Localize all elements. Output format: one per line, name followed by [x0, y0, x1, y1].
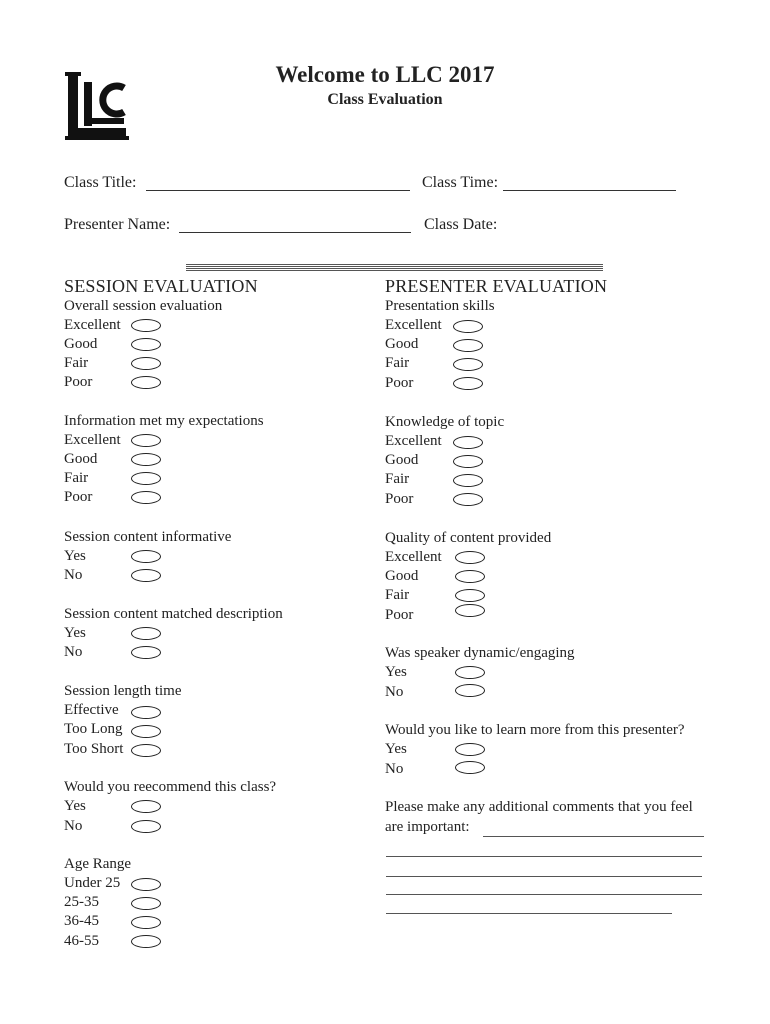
radio-oval[interactable] — [131, 646, 161, 659]
comment-line[interactable] — [386, 876, 702, 877]
radio-oval[interactable] — [455, 743, 485, 756]
radio-oval[interactable] — [453, 377, 483, 390]
option-label: Too Long — [64, 721, 123, 737]
question-label: Session content informative — [64, 529, 232, 545]
class-title-label: Class Title: — [64, 174, 137, 191]
option-label: Good — [385, 452, 419, 468]
option-label: Fair — [385, 355, 410, 371]
radio-oval[interactable] — [131, 744, 161, 757]
question-label: Would you like to learn more from this presenter? — [385, 722, 685, 738]
page-title: Welcome to LLC 2017 — [275, 62, 495, 87]
radio-oval[interactable] — [131, 319, 161, 332]
radio-oval[interactable] — [453, 339, 483, 352]
option-label: 36-45 — [64, 913, 99, 929]
option-label: No — [64, 567, 83, 583]
option-label: Too Short — [64, 741, 124, 757]
comment-line[interactable] — [483, 836, 704, 837]
class-time-field[interactable] — [503, 190, 676, 191]
option-label: Excellent — [64, 432, 121, 448]
option-label: Yes — [64, 625, 86, 641]
option-label: Good — [385, 568, 419, 584]
session-evaluation-heading: SESSION EVALUATION — [64, 276, 258, 296]
option-label: Fair — [64, 355, 89, 371]
question-label: Quality of content provided — [385, 530, 552, 546]
option-label: Under 25 — [64, 875, 121, 891]
radio-oval[interactable] — [131, 820, 161, 833]
radio-oval[interactable] — [131, 706, 161, 719]
option-label: Fair — [64, 470, 89, 486]
class-title-field[interactable] — [146, 190, 410, 191]
class-date-label: Class Date: — [424, 216, 498, 233]
radio-oval[interactable] — [455, 761, 485, 774]
radio-oval[interactable] — [131, 434, 161, 447]
radio-oval[interactable] — [131, 491, 161, 504]
radio-oval[interactable] — [453, 455, 483, 468]
option-label: Effective — [64, 702, 119, 718]
presenter-name-field[interactable] — [179, 232, 411, 233]
radio-oval[interactable] — [455, 589, 485, 602]
radio-oval[interactable] — [131, 800, 161, 813]
radio-oval[interactable] — [455, 570, 485, 583]
radio-oval[interactable] — [131, 725, 161, 738]
radio-oval[interactable] — [131, 878, 161, 891]
question-label: Overall session evaluation — [64, 298, 223, 314]
option-label: Excellent — [385, 317, 442, 333]
option-label: Good — [64, 336, 98, 352]
radio-oval[interactable] — [131, 627, 161, 640]
page-subtitle: Class Evaluation — [327, 91, 443, 108]
option-label: Yes — [64, 798, 86, 814]
radio-oval[interactable] — [453, 493, 483, 506]
option-label: Poor — [385, 607, 414, 623]
option-label: Poor — [64, 374, 93, 390]
radio-oval[interactable] — [455, 684, 485, 697]
question-label: Would you reecommend this class? — [64, 779, 277, 795]
radio-oval[interactable] — [131, 472, 161, 485]
option-label: No — [385, 684, 404, 700]
question-label: Age Range — [64, 856, 132, 872]
comment-line[interactable] — [386, 894, 702, 895]
option-label: Excellent — [385, 549, 442, 565]
radio-oval[interactable] — [131, 897, 161, 910]
option-label: 25-35 — [64, 894, 99, 910]
section-divider — [186, 264, 603, 271]
option-label: Fair — [385, 587, 410, 603]
comments-prompt-continued: are important: — [385, 819, 470, 835]
radio-oval[interactable] — [131, 569, 161, 582]
radio-oval[interactable] — [131, 357, 161, 370]
radio-oval[interactable] — [131, 376, 161, 389]
option-label: Poor — [64, 489, 93, 505]
radio-oval[interactable] — [131, 453, 161, 466]
class-time-label: Class Time: — [422, 174, 499, 191]
radio-oval[interactable] — [453, 436, 483, 449]
comment-line[interactable] — [386, 913, 672, 914]
option-label: Excellent — [64, 317, 121, 333]
option-label: Excellent — [385, 433, 442, 449]
option-label: Yes — [385, 741, 407, 757]
question-label: Knowledge of topic — [385, 414, 505, 430]
question-label: Information met my expectations — [64, 413, 264, 429]
option-label: Poor — [385, 375, 414, 391]
option-label: Good — [385, 336, 419, 352]
option-label: Fair — [385, 471, 410, 487]
option-label: Poor — [385, 491, 414, 507]
radio-oval[interactable] — [455, 604, 485, 617]
radio-oval[interactable] — [453, 320, 483, 333]
question-label: Was speaker dynamic/engaging — [385, 645, 575, 661]
comments-prompt: Please make any additional comments that you feel — [385, 799, 693, 815]
question-label: Session content matched description — [64, 606, 283, 622]
question-label: Presentation skills — [385, 298, 495, 314]
option-label: No — [64, 818, 83, 834]
comment-line[interactable] — [386, 856, 702, 857]
option-label: Good — [64, 451, 98, 467]
radio-oval[interactable] — [131, 935, 161, 948]
question-label: Session length time — [64, 683, 182, 699]
presenter-evaluation-heading: PRESENTER EVALUATION — [385, 276, 608, 296]
option-label: Yes — [64, 548, 86, 564]
radio-oval[interactable] — [453, 358, 483, 371]
radio-oval[interactable] — [453, 474, 483, 487]
class-date-field[interactable] — [502, 216, 512, 234]
radio-oval[interactable] — [131, 916, 161, 929]
option-label: 46-55 — [64, 933, 99, 949]
presenter-name-label: Presenter Name: — [64, 216, 171, 233]
radio-oval[interactable] — [455, 666, 485, 679]
option-label: No — [385, 761, 404, 777]
option-label: Yes — [385, 664, 407, 680]
option-label: No — [64, 644, 83, 660]
radio-oval[interactable] — [131, 338, 161, 351]
radio-oval[interactable] — [455, 551, 485, 564]
radio-oval[interactable] — [131, 550, 161, 563]
